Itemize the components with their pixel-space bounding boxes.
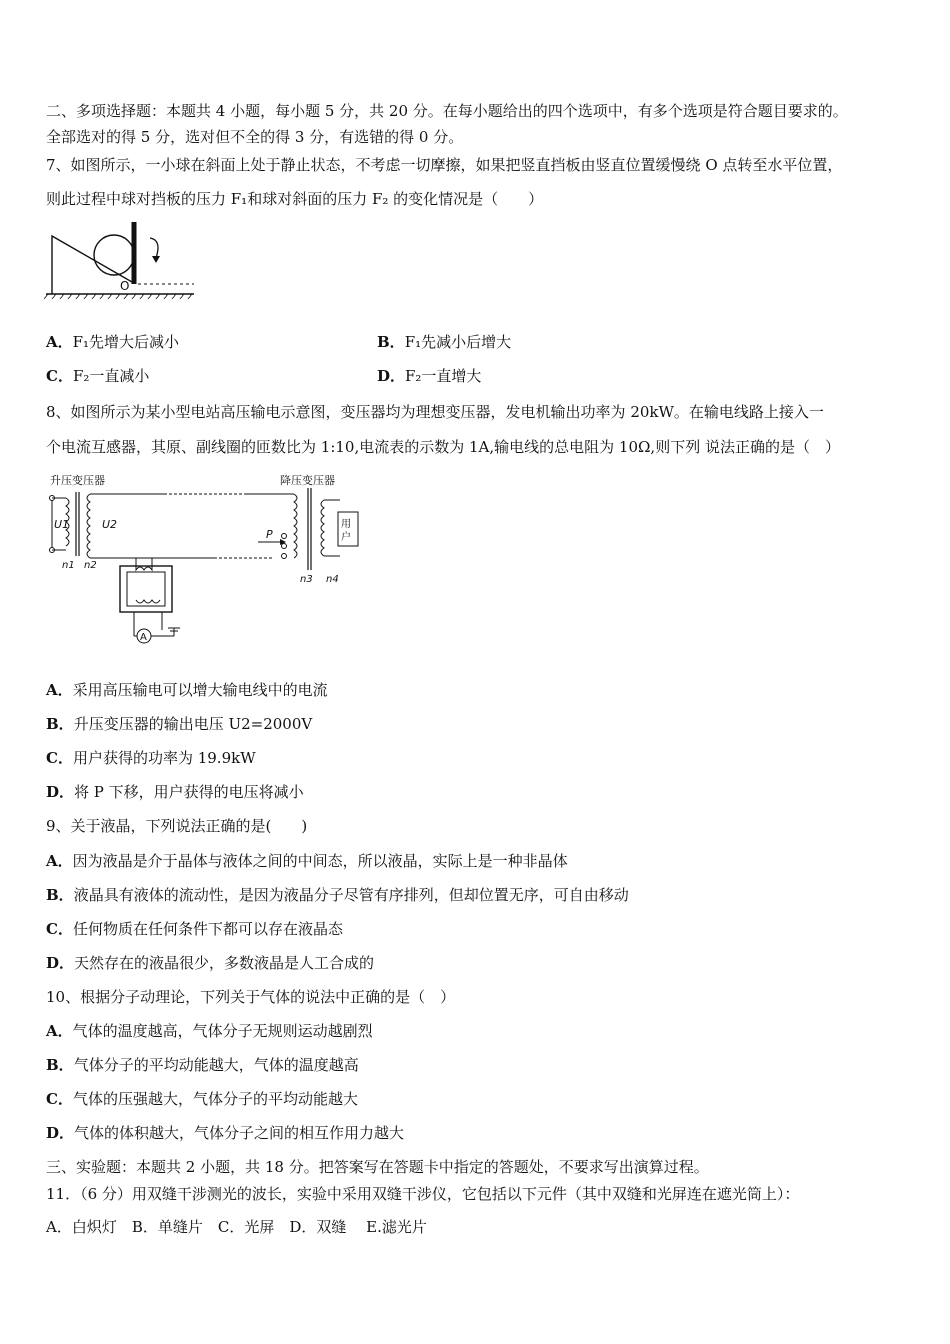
q7-option-c[interactable]: C．F₂一直减小 [46, 367, 150, 385]
q8-stem-line1: 8、如图所示为某小型电站高压输电示意图，变压器均为理想变压器，发电机输出功率为 20kW。在输电线路上接入一 [46, 403, 824, 421]
q9-option-b[interactable]: B．液晶具有液体的流动性，是因为液晶分子尽管有序排列，但却位置无序，可自由移动 [46, 886, 629, 904]
q8-option-b[interactable]: B．升压变压器的输出电压 U2=2000V [46, 715, 313, 733]
q7-stem-line1: 7、如图所示，一小球在斜面上处于静止状态，不考虑一切摩擦，如果把竖直挡板由竖直位置缓慢绕 O 点转至水平位置， [46, 156, 843, 174]
p-label: P [266, 528, 273, 541]
step-up-label: 升压变压器 [50, 474, 105, 487]
n3-label: n3 [300, 574, 313, 585]
q10-option-a[interactable]: A．气体的温度越高，气体分子无规则运动越剧烈 [46, 1022, 373, 1040]
step-down-label: 降压变压器 [280, 474, 335, 487]
q10-option-b[interactable]: B．气体分子的平均动能越大，气体的温度越高 [46, 1056, 359, 1074]
n4-label: n4 [326, 574, 339, 585]
q10-stem: 10、根据分子动理论，下列关于气体的说法中正确的是（ ） [46, 988, 456, 1006]
q9-option-a[interactable]: A．因为液晶是介于晶体与液体之间的中间态，所以液晶，实际上是一种非晶体 [46, 852, 568, 870]
q10-option-d[interactable]: D．气体的体积越大，气体分子之间的相互作用力越大 [46, 1124, 405, 1142]
q9-stem: 9、关于液晶，下列说法正确的是( ) [46, 817, 308, 835]
user-label-1: 用 [341, 519, 351, 530]
q7-point-o-label: O [120, 279, 130, 293]
user-label-2: 户 [341, 532, 351, 543]
q8-transmission-figure [44, 470, 374, 645]
q7-stem-line2: 则此过程中球对挡板的压力 F₁和球对斜面的压力 F₂ 的变化情况是（ ） [46, 190, 544, 208]
q11-stem: 11．（6 分）用双缝干涉测光的波长，实验中采用双缝干涉仪，它包括以下元件（其中双缝和光屏连在遮光筒上）： [46, 1185, 800, 1203]
section-2-scoring: 全部选对的得 5 分，选对但不全的得 3 分，有选错的得 0 分。 [46, 128, 464, 146]
u1-label: U1 [54, 518, 70, 531]
q7-option-a[interactable]: A．F₁先增大后减小 [46, 333, 180, 351]
u2-label: U2 [102, 518, 118, 531]
section-3-heading: 三、实验题：本题共 2 小题，共 18 分。把答案写在答题卡中指定的答题处，不要求写出演算过程。 [46, 1158, 709, 1176]
ammeter-label: A [140, 632, 147, 643]
q9-option-c[interactable]: C．任何物质在任何条件下都可以存在液晶态 [46, 920, 343, 938]
q7-option-b[interactable]: B．F₁先减小后增大 [377, 333, 512, 351]
q10-option-c[interactable]: C．气体的压强越大，气体分子的平均动能越大 [46, 1090, 358, 1108]
n2-label: n2 [84, 560, 97, 571]
section-2-heading: 二、多项选择题：本题共 4 小题，每小题 5 分，共 20 分。在每小题给出的四个选项中，有多个选项是符合题目要求的。 [46, 102, 848, 120]
q11-components: A．白炽灯 B．单缝片 C．光屏 D．双缝 E.滤光片 [46, 1218, 427, 1236]
q7-option-d[interactable]: D．F₂一直增大 [377, 367, 482, 385]
q8-option-d[interactable]: D．将 P 下移，用户获得的电压将减小 [46, 783, 304, 801]
q7-incline-figure [44, 218, 199, 300]
q8-option-c[interactable]: C．用户获得的功率为 19.9kW [46, 749, 256, 767]
q9-option-d[interactable]: D．天然存在的液晶很少，多数液晶是人工合成的 [46, 954, 375, 972]
q8-option-a[interactable]: A．采用高压输电可以增大输电线中的电流 [46, 681, 328, 699]
q8-stem-line2: 个电流互感器，其原、副线圈的匝数比为 1:10,电流表的示数为 1A,输电线的总电阻为 10Ω,则下列 说法正确的是（ ） [46, 438, 840, 456]
n1-label: n1 [62, 560, 75, 571]
